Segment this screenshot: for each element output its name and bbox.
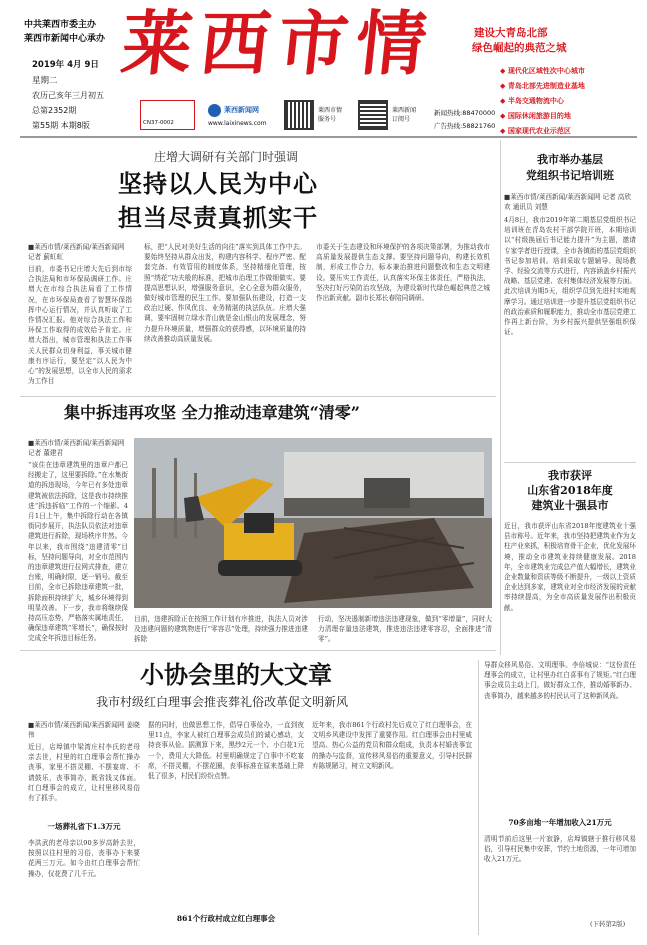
training-title-2: 党组织书记培训班 xyxy=(526,169,614,182)
photo-caption-right: 行动，坚决遏制新增违法违建现象，做到“零增量”，同时大力清理存量违法建筑，推进违法违建零容忍，全面推进“清零”。 xyxy=(318,615,492,644)
site-name: 莱西新闻网 xyxy=(224,106,259,114)
sidebar xyxy=(504,152,636,457)
publisher-logo xyxy=(140,100,195,130)
council-column-2: 据的同时，也做思想工作，倡导白事俭办，一直到夜里11点，李家人被红白理事会成员们的诚心感动，支持丧事从俭。据测算下来，黑纱2元一个、小白花1元一个，费用大大降低。村里明确规定了白事中不吃宴席，不搭灵棚，不摆花圈，丧事标准在原来基础上降低了很多，村民们纷纷点赞。 xyxy=(148,721,304,781)
goal-item: ◆ 半岛交通物流中心 xyxy=(500,97,564,105)
excavator-scene xyxy=(134,438,492,608)
date-line: 2019年 4月 9日 xyxy=(32,60,99,70)
lead-title-1: 坚持以人民为中心 xyxy=(118,169,318,198)
continued-note: (下转第2版) xyxy=(590,920,626,928)
lead-column-2: 标，把“人民对美好生活的向往”落实到具体工作中去。要始终坚持从群众出发，构建内容科学、程序严密、配套完备、有效管用的制度体系，坚持精细化管理，按照“绣花”功夫般的标准，把城市治理工作做细做实。要提高思想认识，增强服务意识，全心全意为群众服务，做好城市管理的民生工作。要加强队伍建设，打造一支政治过硬、作风优良、业务精湛的执法队伍。庄增大强调，要牢固树立绿水青山就是金山银山的发展理念，努力提升环境质量，增强群众的获得感，以环境质量的持续改善推动高质量发展。 xyxy=(144,243,306,343)
ad-hotline: 广告热线:58821760 xyxy=(434,122,496,130)
demolition-body: “该住在违章建筑里的违章户都已经搬走了，这里要拆除。”在水集街道的拆违现场，今年已有多处违章建筑被依法拆除，这是我市持续推进“拆违拆临”工作的一个缩影。4月1日上午，集中拆除行动在各镇街同步展开，执法队员依法对违章建筑进行拆除，现场秩序井然。今年以来，我市围绕“违建清零”目标，坚持问题导向，对全市范围内的违章建筑进行拉网式排查，建立台账，明确时限，逐一销号。截至目前，全市已拆除违章建筑一批，拆除面积持续扩大，城乡环境得到明显改善。下一步，我市将继续保持高压态势，严格落实属地责任，确保违章建筑“零增长”，确保按时完成全年拆违目标任务。 xyxy=(28,461,128,643)
slogan-line-2: 绿色崛起的典范之城 xyxy=(472,42,567,54)
council-column-1: 近日，店埠镇中梁湾庄村李氏的老母亲去世，村里的红白理事会帮忙操办丧事，家里不搭灵棚、不摆宴席、不请鼓乐，丧事简办，既省钱又体面。红白理事会的成立，让村里移风易俗有了抓手。 xyxy=(28,743,140,803)
sponsor-line: 中共莱西市委主办 xyxy=(24,20,97,30)
bullet-icon: ◆ xyxy=(500,67,506,75)
goal-item: ◆ 现代化区域性次中心城市 xyxy=(500,67,585,75)
qr-code-icon[interactable] xyxy=(358,100,388,130)
council-subtitle: 我市村级红白理事会推丧葬礼俗改革促文明新风 xyxy=(96,695,349,709)
council-column-4: 导群众移风易俗、文明理事。李倍城说：“这份责任理事会的成立，让村里办红白喜事有了规矩。”红白理事会成员主动上门，做好群众工作，推动婚事新办、丧事简办，越来越多的村民认可了这种新风尚。 xyxy=(484,661,636,700)
masthead-rule xyxy=(20,136,637,138)
masthead xyxy=(0,0,647,136)
council-subhead-4: 70多亩地一年增加收入21万元 xyxy=(508,818,612,827)
service-account-label: 莱西市情 服务号 xyxy=(318,107,343,123)
training-body: 4月8日，我市2019年第二期基层党组织书记培训班在青岛农村干部学院开班，本期培训以“村级换届后书记能力提升”为主题，邀请专家学者进行授课，全市各镇街的基层党组织书记参加培训。培训采取专题辅导、现场教学、经验交流等方式进行，内容涵盖乡村振兴战略、基层党建、农村集体经济发展等方面。此次培训为期5天，组织学员到先进村实地观摩学习。通过培训进一步提升基层党组织书记的政治素质和履职能力，推动全市基层党建工作再上新台阶，为乡村振兴提供坚强组织保证。 xyxy=(504,216,636,337)
construction-title-3: 建筑业十强县市 xyxy=(531,499,609,512)
issue-total: 总第2352期 xyxy=(32,106,77,115)
demolition-byline: ■莱西市情/莱西新闻/莱西新闻网 记者 董建君 xyxy=(28,439,125,457)
council-column-4b: 清明节前后这里一片寂静，店埠镇辖于推行移风易俗，引导村民集中安葬，节约土地资源，一年可增加收入21万元。 xyxy=(484,835,636,864)
council-title: 小协会里的大文章 xyxy=(140,660,332,689)
goal-item: ◆ 青岛北部先进制造业基地 xyxy=(500,82,585,90)
section-rule xyxy=(20,396,496,397)
lunar-date: 农历己亥年三月初五 xyxy=(32,91,104,100)
organizer-line: 莱西市新闻中心承办 xyxy=(24,34,106,44)
sidebar-second xyxy=(504,468,636,643)
issue-volume: 第55期 本期8版 xyxy=(32,121,90,130)
construction-body: 近日，我市获评山东省2018年度建筑业十强县市称号。近年来，我市坚持把建筑业作为支柱产业来抓，积极培育骨干企业，优化发展环境，推动全市建筑业持续健康发展。2018年，全市建筑业完成总产值大幅增长，建筑业企业数量和资质等级不断提升，一级以上资质企业达到多家，建筑业对全市经济发展的贡献率持续提高，为全市高质量发展作出积极贡献。 xyxy=(504,522,636,612)
council-byline: ■莱西市情/莱西新闻/莱西新闻网 姜晓伟 xyxy=(28,721,140,739)
goal-item: ◆ 国际休闲旅游目的地 xyxy=(500,112,571,120)
bullet-icon: ◆ xyxy=(500,112,506,120)
site-logo-icon xyxy=(208,104,221,117)
goal-list xyxy=(500,64,640,139)
lead-byline: ■莱西市情/莱西新闻/莱西新闻网 记者 蓟虹虹 xyxy=(28,243,125,261)
goal-item: ◆ 国家现代农业示范区 xyxy=(500,127,571,135)
slogan-line-1: 建设大青岛北部 xyxy=(474,27,548,39)
sidebar-divider xyxy=(500,140,501,655)
council-column-1b: 李洪武的老母亲以90多岁高龄去世，按照以往村里的习俗，丧事办下来要花两三万元。如今由红白理事会帮忙操办，仅花费了几千元。 xyxy=(28,839,140,878)
bullet-icon: ◆ xyxy=(500,97,506,105)
training-title-1: 我市举办基层 xyxy=(537,153,603,166)
column-divider xyxy=(478,660,479,935)
demolition-title: 集中拆违再攻坚 全力推动违章建筑“清零” xyxy=(64,403,360,422)
council-subhead-2: 861个行政村成立红白理事会 xyxy=(176,914,276,923)
council-subhead-1: 一场葬礼省下1.3万元 xyxy=(47,822,121,831)
section-rule xyxy=(20,650,496,651)
lead-column-3: 市委关于生态建设和环境保护的各项决策部署，为推动我市高质量发展提供生态支撑。要坚持问题导向，构建长效机制，形成工作合力，标本兼治推进问题整改和生态文明建设。要压实工作责任，认真落实环保主体责任，严格执法，坚决打好污染防治攻坚战，为建设新时代绿色崛起典范之城作出新贡献。副市长郑长春陪同调研。 xyxy=(316,243,490,303)
lead-article xyxy=(20,140,496,386)
news-hotline: 新闻热线:88470000 xyxy=(434,109,496,117)
photo-caption-left: 目前，违建拆除正在按照工作计划有序推进，执法人员对涉及违建问题的建筑物进行“零容忍”处理，持续强力推进违建拆除 xyxy=(134,615,308,644)
qr-code-icon[interactable] xyxy=(284,100,314,130)
council-column-3: 近年来，我市861个行政村先后成立了红白理事会，在文明乡风建设中发挥了重要作用。红白理事会由村里威望高、热心公益的党员和群众组成，负责本村婚丧事宜的操办与监督，宣传移风易俗的重要意义，引导村民摒弃陈规陋习，树立文明新风。 xyxy=(312,721,472,770)
cn-code: CN37-0002 xyxy=(143,120,174,127)
lead-column-1: 目前，市委书记庄增大先后到市综合执法局和市环保局调研工作。庄增大在市综合执法局看了工作情况，在市环保局查看了智慧环保指挥中心运行情况，并认真听取了工作情况汇报。他对综合执法工作和环保工作取得的成效给予肯定。庄增大指出，城市管理和执法工作事关人民群众切身利益，事关城市健康有序运行，要坚定“以人民为中心”的发展思想，以全市人民的需求为工作目 xyxy=(28,265,132,386)
sidebar-rule xyxy=(504,462,636,463)
weekday: 星期二 xyxy=(32,76,58,86)
subscription-account-label: 莱西新闻 订阅号 xyxy=(392,107,417,123)
site-url[interactable]: www.laixinews.com xyxy=(208,120,267,127)
demolition-photo xyxy=(134,438,492,608)
lead-kicker: 庄增大调研有关部门时强调 xyxy=(154,150,299,164)
bullet-icon: ◆ xyxy=(500,127,506,135)
lead-title-2: 担当尽责真抓实干 xyxy=(118,203,318,232)
construction-title-2: 山东省2018年度 xyxy=(527,484,613,497)
bullet-icon: ◆ xyxy=(500,82,506,90)
construction-title-1: 我市获评 xyxy=(548,469,592,482)
newspaper-title: 莱西市情 xyxy=(117,2,439,85)
training-byline: ■莱西市情/莱西新闻/莱西新闻网 记者 高欣欢 通讯员 刘慧 xyxy=(504,193,631,211)
